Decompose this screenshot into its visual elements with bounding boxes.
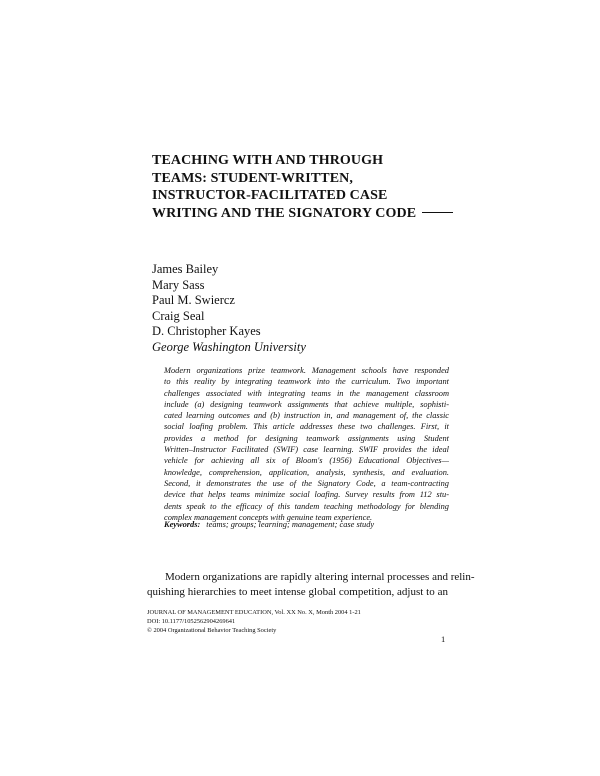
body-line: quishing hierarchies to meet intense global competition, adjust to an bbox=[147, 585, 448, 598]
body-text bbox=[147, 570, 475, 599]
abstract bbox=[164, 365, 449, 523]
title-line: TEACHING WITH AND THROUGH bbox=[152, 153, 384, 168]
author-name: D. Christopher Kayes bbox=[152, 324, 261, 338]
title-line: TEAMS: STUDENT-WRITTEN, bbox=[152, 170, 353, 186]
abstract-line: social loafing problem. This article addresses these two challenges. First, it bbox=[164, 422, 449, 432]
abstract-line: dents speak to the efficacy of this tandem teaching methodology for blending bbox=[164, 501, 449, 511]
author-list bbox=[152, 262, 306, 355]
title-line: INSTRUCTOR-FACILITATED CASE bbox=[152, 188, 388, 203]
title-line-last bbox=[152, 205, 482, 223]
abstract-line: device that helps teams minimize social loafing. Survey results from 112 stu- bbox=[164, 490, 449, 500]
title-rule bbox=[422, 212, 453, 213]
author-name: Paul M. Swiercz bbox=[152, 293, 235, 307]
abstract-line: cated learning outcomes and (b) instruction in, and management of, the classic bbox=[164, 411, 449, 421]
journal-citation: JOURNAL OF MANAGEMENT EDUCATION, Vol. XX No. X, Month 2004 1-21 bbox=[147, 609, 361, 616]
abstract-line: include (a) designing teamwork assignments that achieve multiple, sophisti- bbox=[164, 399, 449, 409]
copyright: © 2004 Organizational Behavior Teaching Society bbox=[147, 626, 277, 634]
abstract-line: challenges associated with integrating teams in the management classroom bbox=[164, 388, 449, 398]
abstract-line: Modern organizations prize teamwork. Management schools have responded bbox=[164, 366, 449, 375]
abstract-line: Second, it demonstrates the use of the Signatory Code, a team-contracting bbox=[164, 478, 449, 488]
article-title bbox=[152, 152, 482, 222]
page-number: 1 bbox=[441, 634, 446, 644]
abstract-line: provides a method for designing teamwork assignments using Student bbox=[164, 433, 449, 443]
journal-footer bbox=[147, 609, 452, 635]
abstract-line: complex management concepts with genuine team experience. bbox=[164, 512, 373, 522]
abstract-line: to this reality by integrating teamwork into the curriculum. Two important bbox=[164, 377, 449, 387]
keywords-label: Keywords: bbox=[164, 520, 201, 529]
abstract-line: Written–Instructor Facilitated (SWIF) case learning. SWIF provides the ideal bbox=[164, 445, 449, 455]
abstract-line: knowledge, comprehension, application, analysis, synthesis, and evaluation. bbox=[164, 467, 449, 477]
author-name: Craig Seal bbox=[152, 308, 205, 323]
title-line-text: WRITING AND THE SIGNATORY CODE bbox=[152, 205, 417, 221]
keywords bbox=[164, 519, 449, 530]
keywords-text: teams; groups; learning; management; case study bbox=[206, 520, 375, 529]
doi: DOI: 10.1177/1052562904269641 bbox=[147, 617, 236, 625]
body-line: Modern organizations are rapidly altering internal processes and relin- bbox=[165, 571, 475, 583]
abstract-line: vehicle for achieving all six of Bloom's (1956) Educational Objectives— bbox=[164, 456, 449, 466]
author-affiliation: George Washington University bbox=[152, 339, 306, 354]
author-name: James Bailey bbox=[152, 262, 219, 276]
author-name: Mary Sass bbox=[152, 277, 205, 292]
